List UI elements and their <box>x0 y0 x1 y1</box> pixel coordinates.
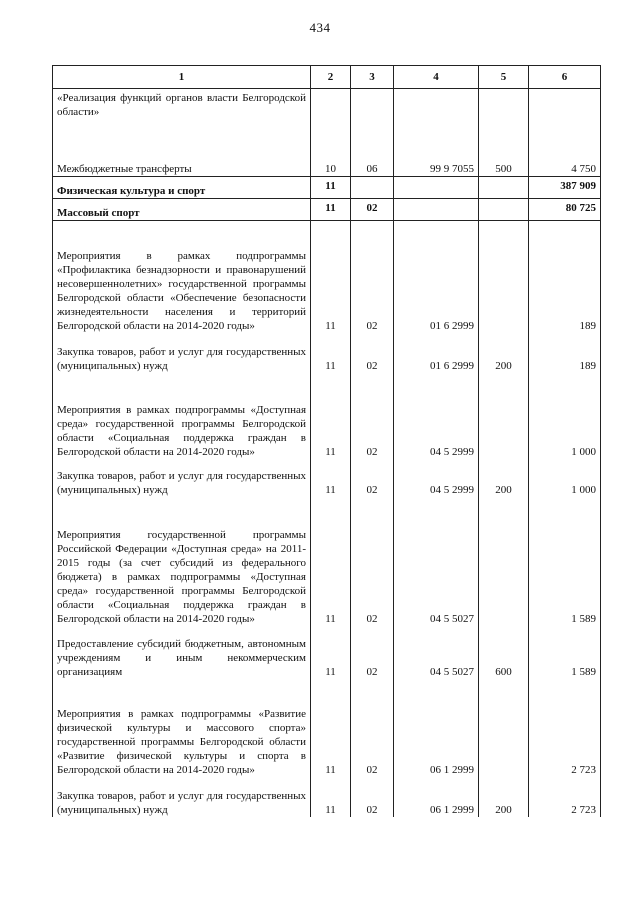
row-amount: 1 589 <box>529 626 601 679</box>
row-expense-type: 600 <box>479 626 529 679</box>
row-expense-type <box>479 177 529 199</box>
row-expense-type <box>479 89 529 143</box>
row-target-article: 04 5 5027 <box>394 497 479 626</box>
table-row <box>53 143 601 177</box>
column-header-subsection: 3 <box>351 66 394 89</box>
row-amount: 80 725 <box>529 199 601 221</box>
row-expense-type <box>479 373 529 459</box>
row-target-article: 01 6 2999 <box>394 221 479 333</box>
row-expense-type: 500 <box>479 143 529 177</box>
row-subsection: 06 <box>351 143 394 177</box>
column-header-name: 1 <box>53 66 311 89</box>
row-subsection: 02 <box>351 221 394 333</box>
row-expense-type: 200 <box>479 459 529 497</box>
row-section: 11 <box>311 679 351 777</box>
table-row <box>53 333 601 373</box>
row-amount: 189 <box>529 221 601 333</box>
row-section: 11 <box>311 777 351 817</box>
row-amount: 4 750 <box>529 143 601 177</box>
row-amount: 2 723 <box>529 679 601 777</box>
row-subsection: 02 <box>351 679 394 777</box>
column-header-target-article: 4 <box>394 66 479 89</box>
column-header-expense-type: 5 <box>479 66 529 89</box>
row-target-article: 99 9 7055 <box>394 143 479 177</box>
row-name: Межбюджетные трансферты <box>53 143 311 177</box>
row-target-article: 06 1 2999 <box>394 777 479 817</box>
row-section: 11 <box>311 626 351 679</box>
row-amount: 1 000 <box>529 459 601 497</box>
row-expense-type <box>479 679 529 777</box>
row-amount: 1 000 <box>529 373 601 459</box>
table-row <box>53 199 601 221</box>
row-section: 11 <box>311 373 351 459</box>
row-target-article: 06 1 2999 <box>394 679 479 777</box>
row-amount: 189 <box>529 333 601 373</box>
row-expense-type: 200 <box>479 333 529 373</box>
row-target-article: 04 5 5027 <box>394 626 479 679</box>
row-name: Закупка товаров, работ и услуг для государственных (муниципальных) нужд <box>53 333 311 373</box>
row-subsection: 02 <box>351 459 394 497</box>
row-name: «Реализация функций органов власти Белгородской области» <box>53 89 311 143</box>
row-section: 11 <box>311 497 351 626</box>
row-name: Мероприятия в рамках подпрограммы «Развитие физической культуры и массового спорта» государственной программы Белгородской области «Развитие физической культуры и спорта в Белгородской области на 2014-2020 годы» <box>53 679 311 777</box>
row-expense-type <box>479 199 529 221</box>
row-expense-type: 200 <box>479 777 529 817</box>
row-name: Мероприятия государственной программы Российской Федерации «Доступная среда» на 2011-2015 годы (за счет субсидий из федерального бюджета) в рамках подпрограммы «Доступная среда» государственной программы Белгородской области «Социальная поддержка граждан в Белгородской области на 2014-2020 годы» <box>53 497 311 626</box>
table-row <box>53 459 601 497</box>
row-subsection <box>351 89 394 143</box>
row-amount <box>529 89 601 143</box>
table-row <box>53 679 601 777</box>
row-target-article <box>394 177 479 199</box>
row-subsection <box>351 177 394 199</box>
table-row <box>53 177 601 199</box>
row-expense-type <box>479 497 529 626</box>
column-header-section: 2 <box>311 66 351 89</box>
row-subsection: 02 <box>351 626 394 679</box>
row-target-article: 04 5 2999 <box>394 373 479 459</box>
row-section: 11 <box>311 333 351 373</box>
row-name: Закупка товаров, работ и услуг для государственных (муниципальных) нужд <box>53 777 311 817</box>
row-name: Массовый спорт <box>53 199 311 221</box>
row-amount: 2 723 <box>529 777 601 817</box>
row-expense-type <box>479 221 529 333</box>
row-section: 11 <box>311 459 351 497</box>
row-subsection: 02 <box>351 497 394 626</box>
row-target-article: 01 6 2999 <box>394 333 479 373</box>
row-section: 11 <box>311 221 351 333</box>
page-number: 434 <box>309 20 331 35</box>
column-header-amount: 6 <box>529 66 601 89</box>
row-target-article <box>394 89 479 143</box>
table-row <box>53 497 601 626</box>
row-amount: 387 909 <box>529 177 601 199</box>
row-amount: 1 589 <box>529 497 601 626</box>
budget-table <box>52 65 601 817</box>
row-section: 11 <box>311 199 351 221</box>
row-name: Предоставление субсидий бюджетным, автономным учреждениям и иным некоммерческим организациям <box>53 626 311 679</box>
table-row <box>53 89 601 143</box>
row-name: Закупка товаров, работ и услуг для государственных (муниципальных) нужд <box>53 459 311 497</box>
table-row <box>53 626 601 679</box>
table-row <box>53 221 601 333</box>
row-subsection: 02 <box>351 373 394 459</box>
row-section: 11 <box>311 177 351 199</box>
row-name: Мероприятия в рамках подпрограммы «Доступная среда» государственной программы Белгородской области «Социальная поддержка граждан в Белгородской области на 2014-2020 годы» <box>53 373 311 459</box>
row-target-article <box>394 199 479 221</box>
row-subsection: 02 <box>351 333 394 373</box>
row-name: Физическая культура и спорт <box>53 177 311 199</box>
row-section <box>311 89 351 143</box>
row-target-article: 04 5 2999 <box>394 459 479 497</box>
row-subsection: 02 <box>351 777 394 817</box>
row-name: Мероприятия в рамках подпрограммы «Профилактика безнадзорности и правонарушений несовершеннолетних» государственной программы Белгородской области «Обеспечение безопасности жизнедеятельности населения и территорий Белгородской области на 2014-2020 годы» <box>53 221 311 333</box>
table-row <box>53 373 601 459</box>
table-header-row <box>53 66 601 89</box>
row-subsection: 02 <box>351 199 394 221</box>
table-row <box>53 777 601 817</box>
row-section: 10 <box>311 143 351 177</box>
